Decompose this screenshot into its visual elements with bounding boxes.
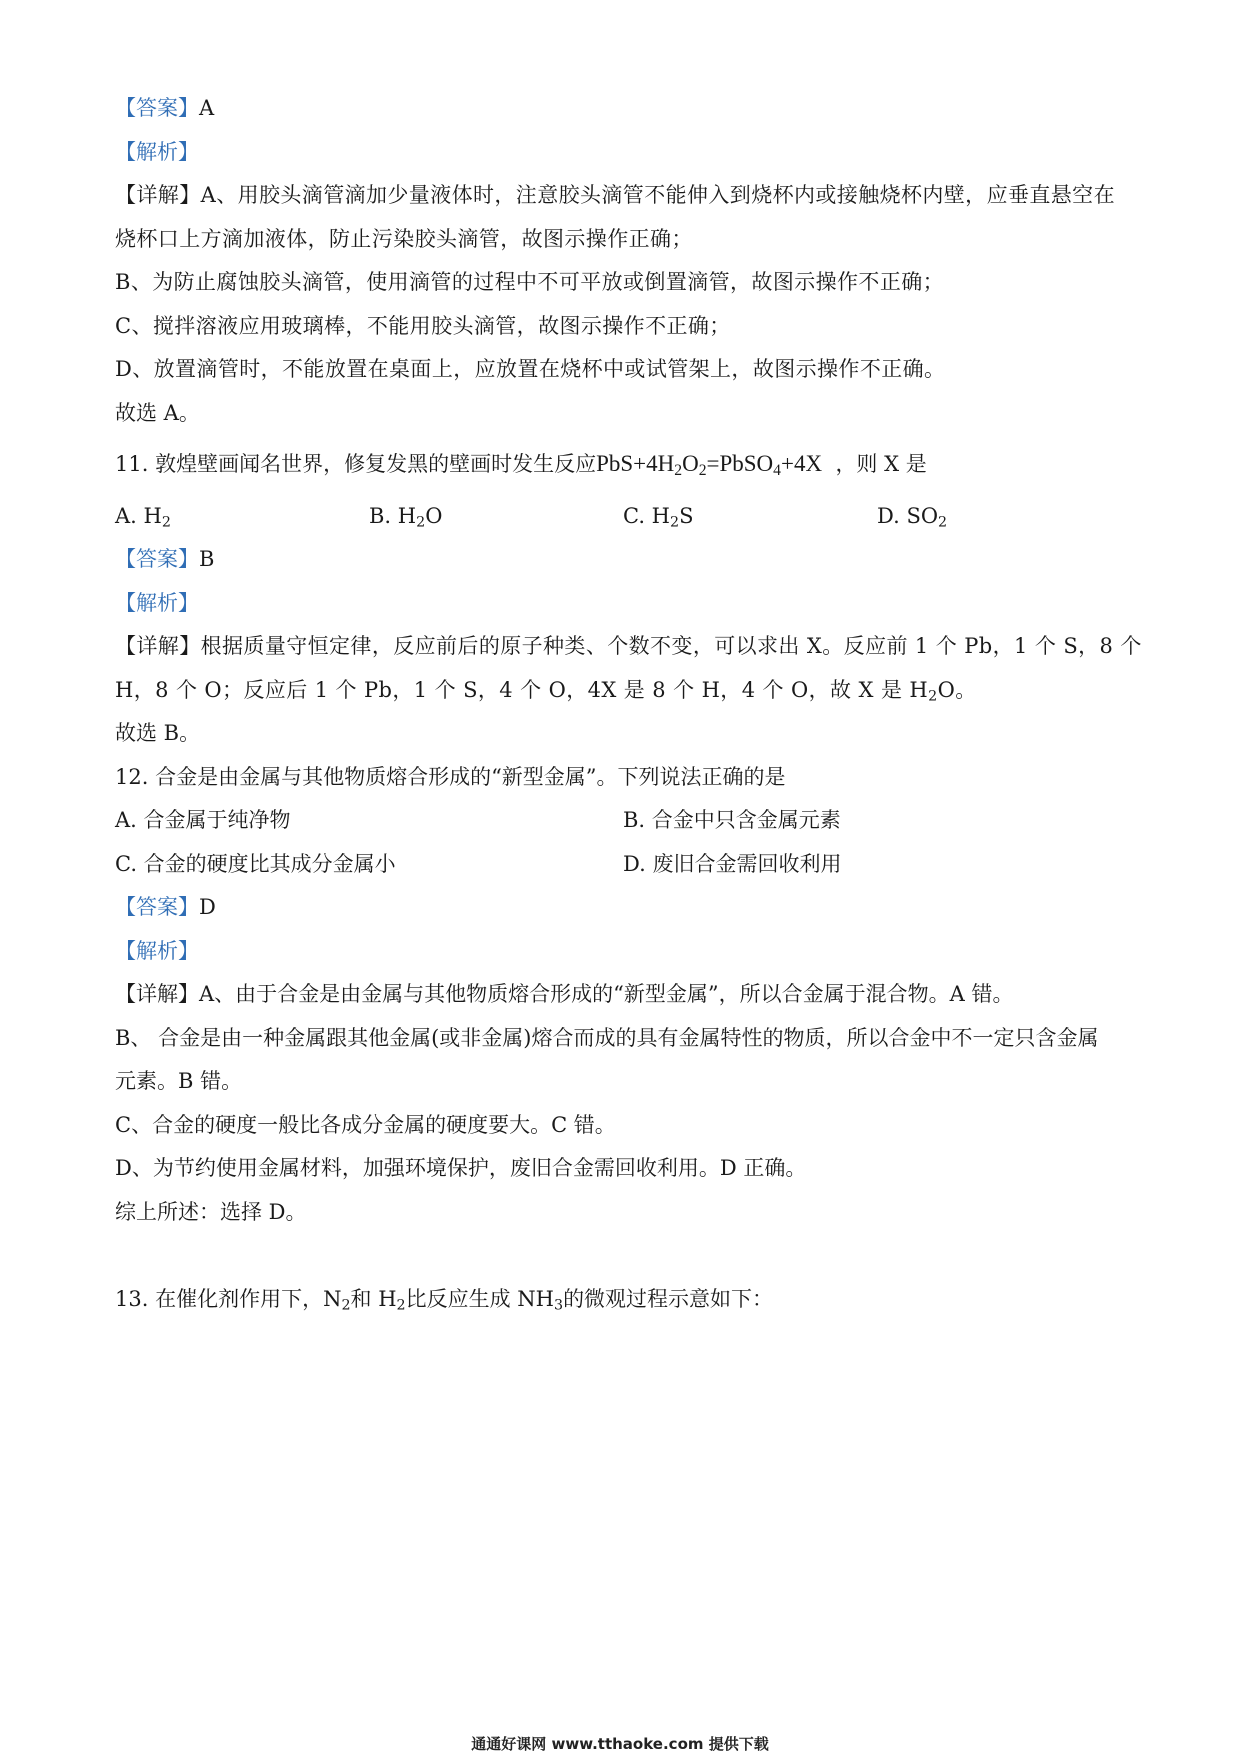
q12-option-d: D. 废旧合金需回收利用 [623,852,842,876]
q12-option-c-explanation: C、合金的硬度一般比各成分金属的硬度要大。C 错。 [115,1113,616,1137]
q12-conclusion: 综上所述：选择 D。 [115,1200,307,1224]
q10-conclusion: 故选 A。 [115,401,200,425]
q12-analysis-tag: 【解析】 [115,939,199,963]
q10-option-d-explanation: D、放置滴管时，不能放置在桌面上，应放置在烧杯中或试管架上，故图示操作不正确。 [115,357,946,381]
q12-stem: 12. 合金是由金属与其他物质熔合形成的“新型金属”。下列说法正确的是 [115,765,786,789]
q12-option-d-explanation: D、为节约使用金属材料，加强环境保护，废旧合金需回收利用。D 正确。 [115,1156,807,1180]
q11-analysis-tag: 【解析】 [115,591,199,615]
answer-tag: 【答案】 [115,895,199,919]
q10-option-c-explanation: C、搅拌溶液应用玻璃棒，不能用胶头滴管，故图示操作不正确； [115,314,731,338]
q11-option-b: B. $H_2O$ [369,504,443,531]
q12-option-b-explanation-2: 元素。B 错。 [115,1069,243,1093]
answer-tag: 【答案】 [115,96,199,120]
q12-option-c: C. 合金的硬度比其成分金属小 [115,852,396,876]
q11-option-c: C. $H_2S$ [623,504,694,531]
q11-option-a: A. $H_2$ [115,504,171,531]
q11-stem: 11. 敦煌壁画闻名世界，修复发黑的壁画时发生反应$PbS+4H_2O_2=PbSO_4+4X$ ，则 X 是 [115,451,927,479]
q10-analysis-tag: 【解析】 [115,140,199,164]
q12-option-b: B. 合金中只含金属元素 [623,808,841,832]
detail-tag: 【详解】 [115,183,201,207]
q11-answer-line [115,549,214,570]
q10-option-b-explanation: B、为防止腐蚀胶头滴管，使用滴管的过程中不可平放或倒置滴管，故图示操作不正确； [115,270,945,294]
q11-detail-line-2: H，8 个 O；反应后 1 个 Pb，1 个 S，4 个 O，4X 是 8 个 H，4 个 O，故 X 是 $H_2O$。 [115,678,977,705]
q10-answer-line [115,98,214,119]
q10-detail-line-1: 【详解】A、用胶头滴管滴加少量液体时，注意胶头滴管不能伸入到烧杯内或接触烧杯内壁，应垂直悬空在 [115,183,1115,207]
q12-detail-line-1: 【详解】A、由于合金是由金属与其他物质熔合形成的“新型金属”，所以合金属于混合物。A 错。 [115,982,1014,1006]
q13-stem: 13. 在催化剂作用下，$N_2$和 $H_2$比反应生成 $NH_3$的微观过程示意如下： [115,1287,774,1314]
q11-equation: $PbS+4H_2O_2=PbSO_4+4X$ [596,451,823,479]
q12-answer: D [199,895,216,919]
q10-detail-line-2: 烧杯口上方滴加液体，防止污染胶头滴管，故图示操作正确； [115,227,693,251]
q12-answer-line [115,897,216,918]
q11-detail-line-1: 【详解】根据质量守恒定律，反应前后的原子种类、个数不变，可以求出 X。反应前 1 个 Pb，1 个 S，8 个 [115,634,1142,658]
q11-conclusion: 故选 B。 [115,721,201,745]
q11-answer: B [199,547,215,571]
detail-tag: 【详解】 [115,634,201,658]
answer-tag: 【答案】 [115,547,199,571]
q12-option-a: A. 合金属于纯净物 [115,808,291,832]
detail-tag: 【详解】 [115,982,199,1006]
q11-option-d: D. $SO_2$ [877,504,948,531]
q10-answer: A [199,96,215,120]
q12-option-b-explanation-1: B、 合金是由一种金属跟其他金属(或非金属)熔合而成的具有金属特性的物质，所以合金中不一定只含金属 [115,1026,1099,1050]
page-footer: 通通好课网 www.tthaoke.com 提供下载 [471,1735,769,1753]
